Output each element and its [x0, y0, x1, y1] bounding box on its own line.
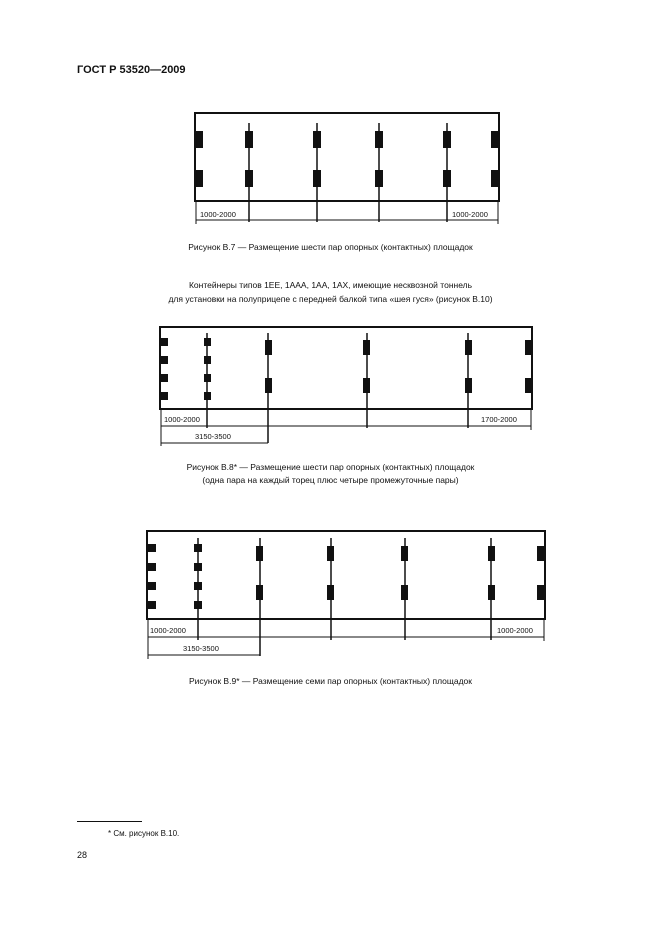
- dim-left: 1000-2000: [150, 626, 186, 635]
- dimension-lines: [148, 619, 544, 659]
- figure-b8-caption-1: Рисунок В.8* — Размещение шести пар опорных (контактных) площадок: [186, 462, 475, 472]
- document-header: ГОСТ Р 53520—2009: [77, 64, 186, 76]
- dim-3150: 3150-3500: [195, 432, 231, 441]
- figure-b9-caption: Рисунок В.9* — Размещение семи пар опорных (контактных) площадок: [189, 676, 472, 686]
- pad-columns: [148, 544, 544, 609]
- dim-left: 1000-2000: [200, 210, 236, 219]
- intro-line-2: для установки на полуприцепе с передней балкой типа «шея гуся» (рисунок В.10): [168, 294, 493, 304]
- dim-right: 1000-2000: [452, 210, 488, 219]
- page-number: 28: [77, 850, 88, 860]
- dim-right: 1700-2000: [481, 415, 517, 424]
- footnote: * См. рисунок В.10.: [108, 829, 180, 838]
- intro-line-1: Контейнеры типов 1ЕЕ, 1ААА, 1АА, 1АХ, имеющие несквозной тоннель: [188, 280, 473, 290]
- footnote-divider: [77, 821, 142, 822]
- dim-left: 1000-2000: [164, 415, 200, 424]
- dim-right: 1000-2000: [497, 626, 533, 635]
- container-outline: [147, 531, 545, 619]
- dim-3150: 3150-3500: [183, 644, 219, 653]
- pad-axis-lines: [198, 538, 491, 656]
- figure-b7-caption: Рисунок В.7 — Размещение шести пар опорных (контактных) площадок: [188, 242, 473, 252]
- figure-b8-caption-2: (одна пара на каждый торец плюс четыре промежуточные пары): [202, 475, 459, 485]
